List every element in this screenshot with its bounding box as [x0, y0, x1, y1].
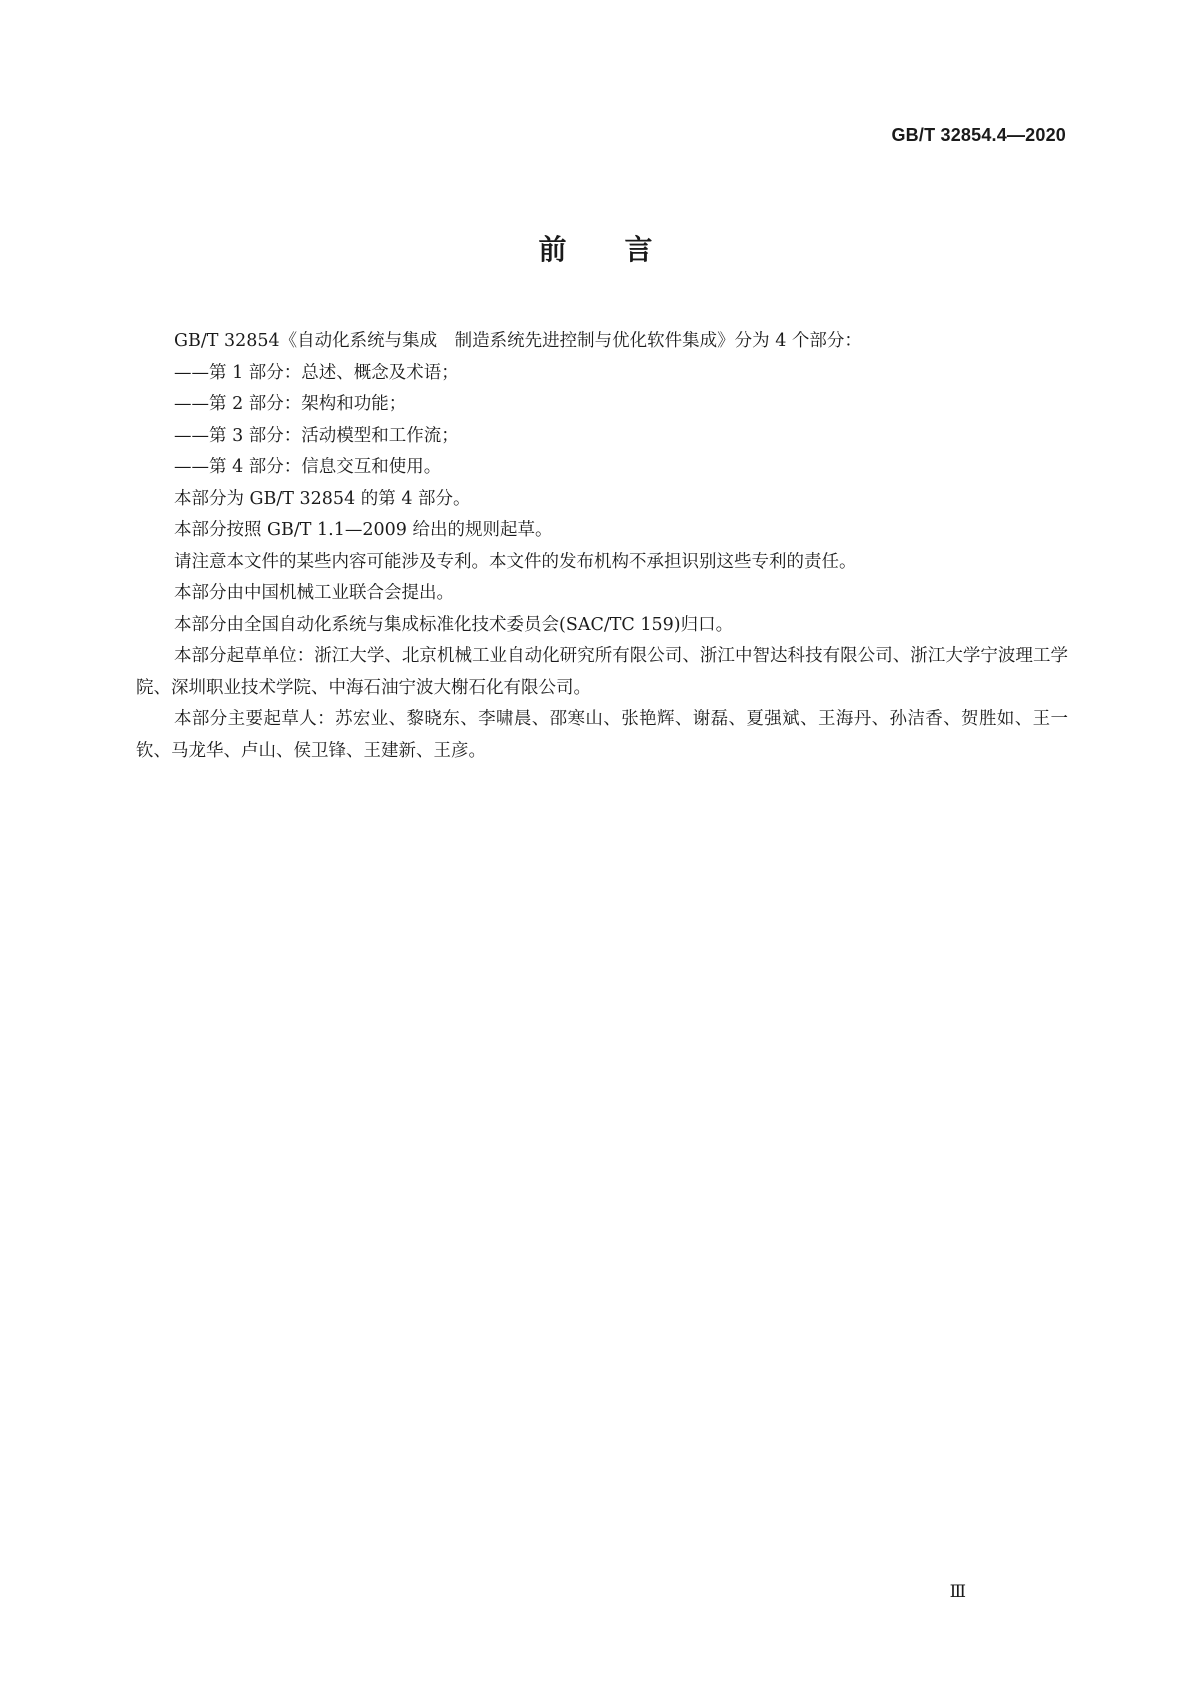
paragraph-part-statement: 本部分为 GB/T 32854 的第 4 部分。: [174, 488, 471, 509]
page-number: Ⅲ: [949, 1582, 966, 1602]
standard-code: GB/T 32854.4—2020: [891, 125, 1066, 145]
paragraph-intro: GB/T 32854《自动化系统与集成 制造系统先进控制与优化软件集成》分为 4 个部分：: [174, 331, 862, 351]
list-item-part-1: ——第 1 部分：总述、概念及术语；: [174, 362, 459, 383]
paragraph-proposed-by: 本部分由中国机械工业联合会提出。: [174, 583, 454, 603]
list-item-part-3: ——第 3 部分：活动模型和工作流；: [174, 425, 459, 446]
paragraph-drafting-organizations: 本部分起草单位：浙江大学、北京机械工业自动化研究所有限公司、浙江中智达科技有限公司、浙江大学宁波理工学院、深圳职业技术学院、中海石油宁波大榭石化有限公司。: [136, 646, 1068, 698]
paragraph-drafting-rules: 本部分按照 GB/T 1.1—2009 给出的规则起草。: [174, 520, 553, 540]
paragraph-patent-notice: 请注意本文件的某些内容可能涉及专利。本文件的发布机构不承担识别这些专利的责任。: [174, 551, 857, 572]
foreword-body: [136, 326, 1068, 767]
page-title: 前言: [538, 233, 711, 266]
paragraph-under-jurisdiction: 本部分由全国自动化系统与集成标准化技术委员会(SAC/TC 159)归口。: [174, 614, 734, 635]
list-item-part-4: ——第 4 部分：信息交互和使用。: [174, 457, 442, 477]
paragraph-drafters: 本部分主要起草人：苏宏业、黎晓东、李啸晨、邵寒山、张艳辉、谢磊、夏强斌、王海丹、孙洁香、贺胜如、王一钦、马龙华、卢山、侯卫锋、王建新、王彦。: [136, 709, 1068, 761]
list-item-part-2: ——第 2 部分：架构和功能；: [174, 394, 407, 414]
